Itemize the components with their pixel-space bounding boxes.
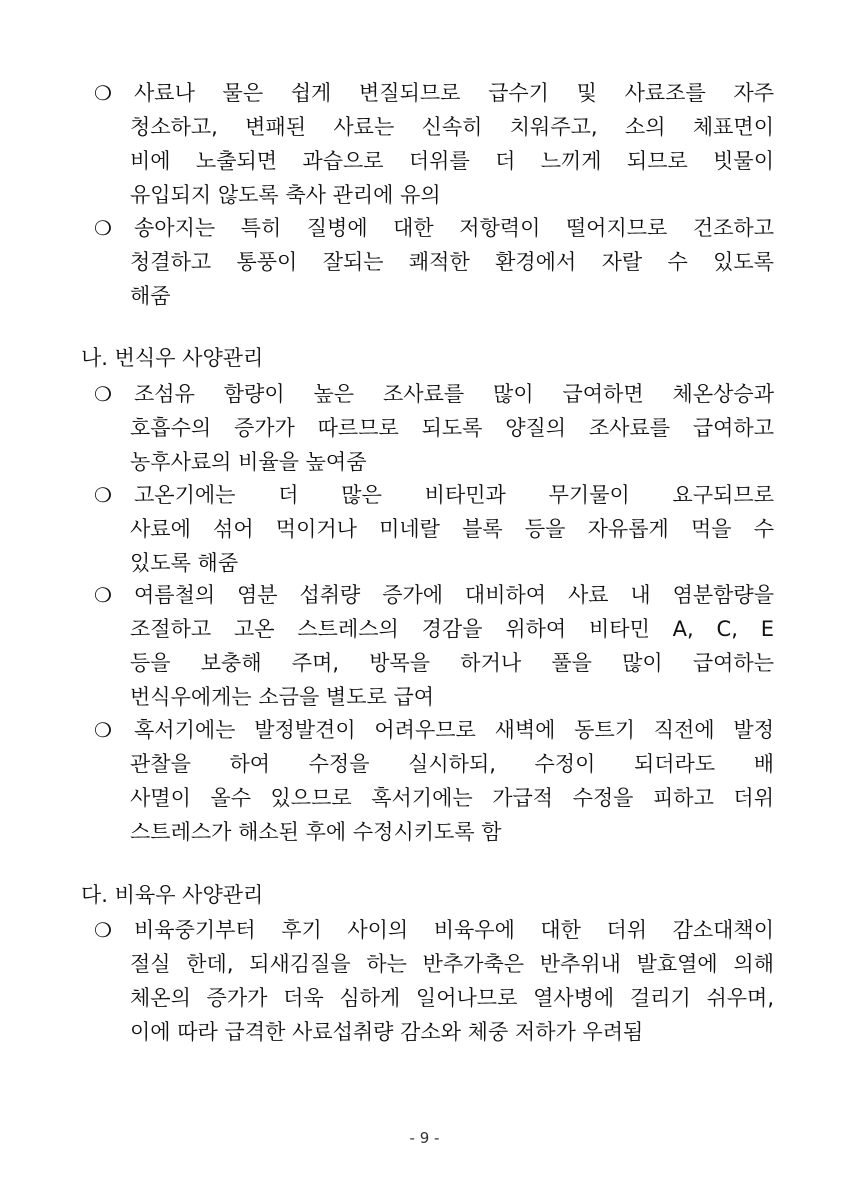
bullet-text-line: 청결하고 통풍이 잘되는 쾌적한 환경에서 자랄 수 있도록 bbox=[130, 250, 774, 274]
bullet-circle-icon: ❍ bbox=[94, 583, 112, 607]
bullet-text-line: 조섬유 함량이 높은 조사료를 많이 급여하면 체온상승과 bbox=[134, 382, 774, 406]
bullet-text-line: 이에 따라 급격한 사료섭취량 감소와 체중 저하가 우려됨 bbox=[130, 1020, 644, 1044]
bullet-text-line: 여름철의 염분 섭취량 증가에 대비하여 사료 내 염분함량을 bbox=[134, 583, 774, 607]
bullet-item bbox=[94, 578, 774, 714]
bullet-text-line: 사멸이 올수 있으므로 혹서기에는 가급적 수정을 피하고 더위 bbox=[130, 786, 774, 810]
bullet-text-line: 호흡수의 증가가 따르므로 되도록 양질의 조사료를 급여하고 bbox=[130, 416, 774, 440]
bullet-item bbox=[94, 211, 774, 313]
bullet-text-line: 청소하고, 변패된 사료는 신속히 치워주고, 소의 체표면이 bbox=[130, 115, 774, 139]
bullet-text-line: 절실 한데, 되새김질을 하는 반추가축은 반추위내 발효열에 의해 bbox=[130, 952, 774, 976]
bullet-text-line: 비에 노출되면 과습으로 더위를 더 느끼게 되므로 빗물이 bbox=[130, 149, 774, 173]
bullet-text-line: 등을 보충해 주며, 방목을 하거나 풀을 많이 급여하는 bbox=[130, 651, 774, 675]
bullet-circle-icon: ❍ bbox=[94, 718, 112, 742]
bullet-text-line: 농후사료의 비율을 높여줌 bbox=[130, 450, 367, 474]
section-heading: 다. 비육우 사양관리 bbox=[81, 883, 264, 907]
bullet-text-line: 해줌 bbox=[130, 284, 171, 308]
bullet-text-line: 스트레스가 해소된 후에 수정시키도록 함 bbox=[130, 820, 502, 844]
bullet-text-line: 송아지는 특히 질병에 대한 저항력이 떨어지므로 건조하고 bbox=[134, 216, 774, 240]
page-number: - 9 - bbox=[409, 1129, 440, 1147]
bullet-circle-icon: ❍ bbox=[94, 81, 112, 105]
bullet-text-line: 있도록 해줌 bbox=[130, 551, 239, 575]
bullet-circle-icon: ❍ bbox=[94, 216, 112, 240]
section-heading: 나. 번식우 사양관리 bbox=[81, 346, 264, 370]
bullet-item bbox=[94, 76, 774, 212]
bullet-text-line: 조절하고 고온 스트레스의 경감을 위하여 비타민 A, C, E bbox=[130, 617, 774, 641]
bullet-circle-icon: ❍ bbox=[94, 918, 112, 942]
bullet-text-line: 사료나 물은 쉽게 변질되므로 급수기 및 사료조를 자주 bbox=[134, 81, 774, 105]
bullet-text-line: 비육중기부터 후기 사이의 비육우에 대한 더위 감소대책이 bbox=[134, 918, 774, 942]
bullet-circle-icon: ❍ bbox=[94, 382, 112, 406]
bullet-text-line: 관찰을 하여 수정을 실시하되, 수정이 되더라도 배 bbox=[130, 752, 774, 776]
bullet-item bbox=[94, 713, 774, 849]
bullet-text-line: 유입되지 않도록 축사 관리에 유의 bbox=[130, 183, 441, 207]
bullet-item bbox=[94, 377, 774, 479]
bullet-text-line: 고온기에는 더 많은 비타민과 무기물이 요구되므로 bbox=[134, 483, 774, 507]
bullet-text-line: 사료에 섞어 먹이거나 미네랄 블록 등을 자유롭게 먹을 수 bbox=[130, 517, 774, 541]
bullet-item bbox=[94, 913, 774, 1049]
bullet-text-line: 번식우에게는 소금을 별도로 급여 bbox=[130, 685, 435, 709]
bullet-item bbox=[94, 478, 774, 580]
bullet-text-line: 혹서기에는 발정발견이 어려우므로 새벽에 동트기 직전에 발정 bbox=[134, 718, 774, 742]
bullet-circle-icon: ❍ bbox=[94, 483, 112, 507]
bullet-text-line: 체온의 증가가 더욱 심하게 일어나므로 열사병에 걸리기 쉬우며, bbox=[130, 986, 774, 1010]
